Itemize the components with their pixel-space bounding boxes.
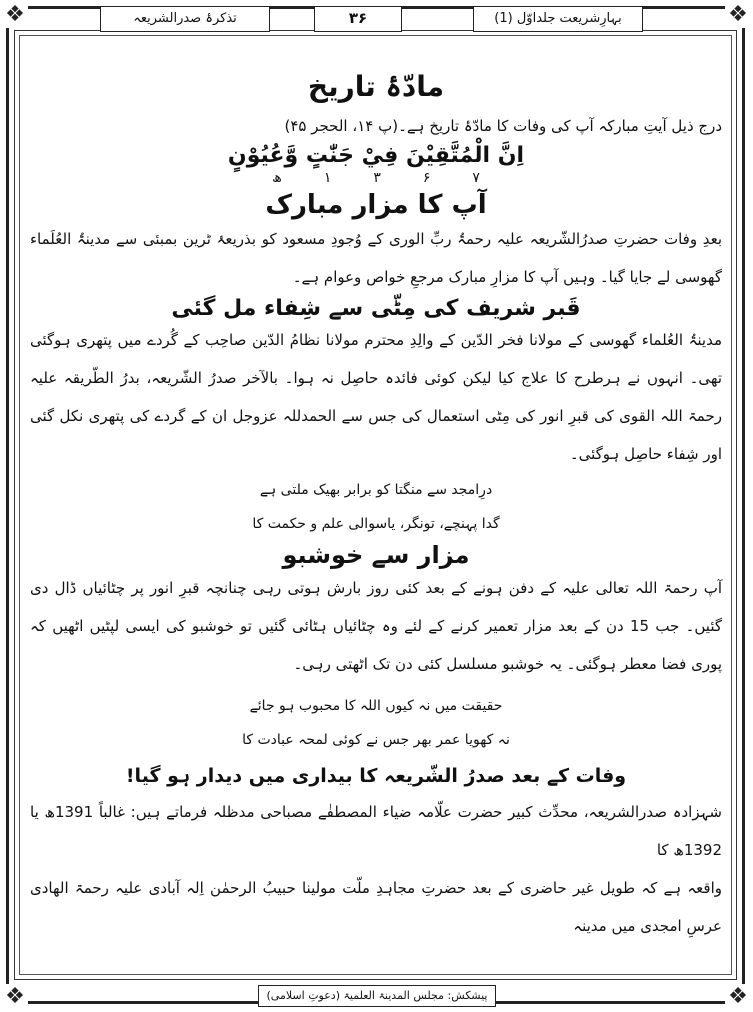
khushbu-text: آپ رحمۃ اللہ تعالی علیہ کے دفن ہونے کے بعد کئی روز بارش ہوتی رہی چنانچہ قبرِ انور پر چٹائیاں ڈال دی گئیں۔ جب 15 دن کے بعد مزار تعمیر کرنے کے لئے وہ چٹائیاں ہٹائی گئیں تو خوشبو کی ایسی لپٹیں اٹھیں کہ پوری فضا معطر ہوگئی۔ یہ خوشبو مسلسل کئی دن تک اٹھتی رہی۔ xyxy=(30,579,722,673)
verse-digits xyxy=(30,170,722,186)
corner-ornament-icon: ❖ xyxy=(2,2,28,28)
digit: ۷ xyxy=(472,170,480,186)
digit: ۱ xyxy=(323,170,332,186)
digit: ھ xyxy=(272,170,282,186)
shifa-heading: قَبر شریف کی مِٹّی سے شِفاء مل گئی xyxy=(171,296,581,321)
corner-ornament-icon: ❖ xyxy=(725,984,751,1010)
corner-ornament-icon: ❖ xyxy=(2,984,28,1010)
mazar-heading: آپ کا مزار مبارک xyxy=(265,190,487,220)
footer-publisher: پیشکش: مجلس المدینۃ العلمیۃ (دعوتِ اسلامی) xyxy=(258,985,496,1007)
deedar-heading: وفات کے بعد صدرُ الشّریعہ کا بیداری میں دیدار ہو گیا! xyxy=(125,765,627,787)
page-number: ۳۶ xyxy=(314,6,402,32)
couplet-1 xyxy=(30,473,722,541)
madda-heading: مادّۂ تاریخ xyxy=(307,70,445,103)
digit: ۳ xyxy=(373,170,381,186)
couplet-line: نہ کھویا عمر بھر جس نے کوئی لمحہ عبادت کا xyxy=(242,732,510,748)
corner-ornament-icon: ❖ xyxy=(725,2,751,28)
book-title: بہارِشریعت جلداوّل (1) xyxy=(473,6,643,32)
shifa-text: مدینۃُ العُلماء گھوسی کے مولانا فخر الدّین کے والِدِ محترم مولانا نظامُ الدّین صاحِب کے گُردے میں پتھری ہوگئی تھی۔ انہوں نے ہرطرح کا علاج کیا لیکن کوئی فائدہ حاصِل نہ ہوا۔ بالآخر صدرُ الشّریعہ، بدرُ الطّریقہ علیہ رحمۃ اللہ القوی کی قبرِ انور کی مِٹی استعمال کی جس سے الحمدللہ عزوجل ان کے گردے کی پتھری نکل گئی اور شِفاء حاصِل ہوگئی۔ xyxy=(30,331,722,463)
couplet-line: گدا پہنچے، تونگر، یاسوالی علم و حکمت کا xyxy=(252,516,500,532)
section-title: تذکرۂ صدرالشریعہ xyxy=(100,6,270,32)
mazar-text: بعدِ وفات حضرتِ صدرُالشّریعہ علیہ رحمۃُ ربِّ الوری کے وُجودِ مسعود کو بذریعۂ ٹرین بمبئی سے مدینۃُ العُلَماء گھوسی لے جایا گیا۔ وہیں آپ کا مزارِ مبارک مرجعِ خواص وعوام ہے۔ xyxy=(30,230,722,286)
quran-verse: اِنَّ الْمُتَّقِيْنَ فِيْ جَنّٰتٍ وَّعُيُوْنٍ xyxy=(227,143,525,168)
couplet-line: حقیقت میں نہ کیوں اللہ کا محبوب ہو جائے xyxy=(249,698,503,714)
couplet-2 xyxy=(30,689,722,757)
madda-text: درج ذیل آیتِ مبارکہ آپ کی وفات کا مادّۂ تاریخ ہے۔(پ ۱۴، الحجر ۴۵) xyxy=(284,117,722,135)
page-content xyxy=(30,60,722,945)
khushbu-heading: مزار سے خوشبو xyxy=(282,541,470,569)
digit: ۶ xyxy=(422,170,431,186)
couplet-line: درِامجد سے منگتا کو برابر بھیک ملتی ہے xyxy=(259,482,493,498)
deedar-text-1: شہزادہ صدرالشریعہ، محدِّث کبیر حضرت علّامہ ضیاء المصطفٰے مصباحی مدظلہ فرماتے ہیں: غالباً 1391ھ یا 1392ھ کا xyxy=(30,803,722,859)
deedar-text-2: واقعہ ہے کہ طویل غیر حاضری کے بعد حضرتِ مجاہدِ ملّت مولینا حبیبُ الرحمٰن اِلہ آبادی علیہ رحمۃ الھادی عرسِ امجدی میں مدینہ xyxy=(30,879,722,935)
